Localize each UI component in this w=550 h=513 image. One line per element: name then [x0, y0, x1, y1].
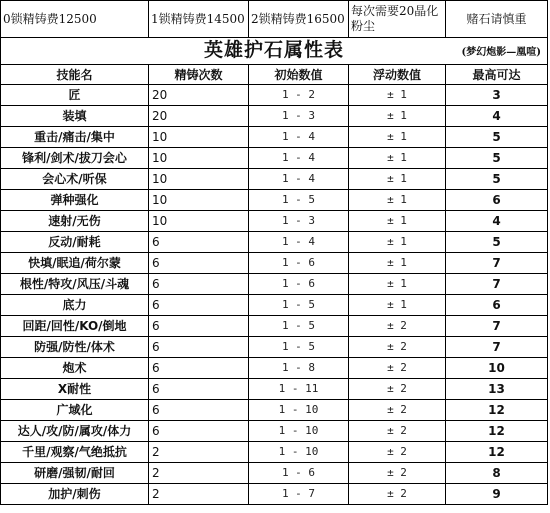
refine-times-cell: 6	[149, 379, 249, 400]
table-row	[1, 127, 548, 148]
skill-name-cell: 重击/痛击/集中	[1, 127, 149, 148]
skill-name-cell: 弹种强化	[1, 190, 149, 211]
skill-name-cell: 千里/观察/气绝抵抗	[1, 442, 149, 463]
max-value-cell: 4	[446, 211, 548, 232]
skill-name-cell: 防强/防性/体术	[1, 337, 149, 358]
initial-value-cell: 1 - 11	[249, 379, 349, 400]
refine-times-cell: 20	[149, 85, 249, 106]
refine-times-cell: 2	[149, 463, 249, 484]
table-row	[1, 295, 548, 316]
skill-name-cell: 反动/耐耗	[1, 232, 149, 253]
initial-value-cell: 1 - 10	[249, 442, 349, 463]
refine-times-cell: 6	[149, 295, 249, 316]
float-value-cell: ± 1	[349, 127, 446, 148]
cost-lock1-cell: 1锁精铸费14500	[149, 1, 249, 38]
table-row	[1, 106, 548, 127]
page-subtitle: (梦幻炮影—凰喧)	[461, 47, 541, 58]
refine-times-cell: 6	[149, 274, 249, 295]
skill-name-cell: 匠	[1, 85, 149, 106]
max-value-cell: 12	[446, 400, 548, 421]
table-row	[1, 400, 548, 421]
refine-times-cell: 10	[149, 211, 249, 232]
float-value-cell: ± 1	[349, 169, 446, 190]
table-row	[1, 85, 548, 106]
max-value-cell: 7	[446, 337, 548, 358]
column-header-float: 浮动数值	[349, 65, 446, 85]
title-cell	[1, 38, 548, 65]
table-row	[1, 463, 548, 484]
float-value-cell: ± 2	[349, 442, 446, 463]
table-row	[1, 253, 548, 274]
initial-value-cell: 1 - 4	[249, 127, 349, 148]
table-row	[1, 232, 548, 253]
max-value-cell: 5	[446, 232, 548, 253]
refine-times-cell: 6	[149, 316, 249, 337]
refine-times-cell: 6	[149, 421, 249, 442]
skill-name-cell: 快填/眠追/荷尔蒙	[1, 253, 149, 274]
refine-times-cell: 6	[149, 400, 249, 421]
max-value-cell: 10	[446, 358, 548, 379]
table-row	[1, 442, 548, 463]
skill-name-cell: 回距/回性/KO/倒地	[1, 316, 149, 337]
warning-cell: 赌石请慎重	[446, 1, 548, 38]
refine-times-cell: 6	[149, 253, 249, 274]
table-row	[1, 316, 548, 337]
float-value-cell: ± 2	[349, 337, 446, 358]
initial-value-cell: 1 - 10	[249, 421, 349, 442]
initial-value-cell: 1 - 2	[249, 85, 349, 106]
refine-times-cell: 10	[149, 190, 249, 211]
skill-name-cell: 锋利/剑术/拔刀会心	[1, 148, 149, 169]
max-value-cell: 3	[446, 85, 548, 106]
float-value-cell: ± 1	[349, 190, 446, 211]
table-row	[1, 211, 548, 232]
column-header-row	[1, 65, 548, 85]
float-value-cell: ± 1	[349, 106, 446, 127]
float-value-cell: ± 2	[349, 358, 446, 379]
max-value-cell: 9	[446, 484, 548, 505]
column-header-times: 精铸次数	[149, 65, 249, 85]
float-value-cell: ± 1	[349, 274, 446, 295]
initial-value-cell: 1 - 5	[249, 190, 349, 211]
column-header-max: 最高可达	[446, 65, 548, 85]
max-value-cell: 5	[446, 127, 548, 148]
table-row	[1, 421, 548, 442]
refine-times-cell: 6	[149, 337, 249, 358]
skill-name-cell: 装填	[1, 106, 149, 127]
initial-value-cell: 1 - 6	[249, 463, 349, 484]
table-row	[1, 484, 548, 505]
refine-times-cell: 20	[149, 106, 249, 127]
float-value-cell: ± 2	[349, 400, 446, 421]
cost-header-row	[1, 1, 548, 38]
initial-value-cell: 1 - 4	[249, 148, 349, 169]
float-value-cell: ± 1	[349, 253, 446, 274]
float-value-cell: ± 1	[349, 85, 446, 106]
float-value-cell: ± 1	[349, 211, 446, 232]
cost-lock2-cell: 2锁精铸费16500	[249, 1, 349, 38]
max-value-cell: 4	[446, 106, 548, 127]
title-row	[1, 38, 548, 65]
skill-name-cell: X耐性	[1, 379, 149, 400]
max-value-cell: 7	[446, 316, 548, 337]
float-value-cell: ± 2	[349, 379, 446, 400]
initial-value-cell: 1 - 6	[249, 253, 349, 274]
initial-value-cell: 1 - 4	[249, 232, 349, 253]
refine-times-cell: 6	[149, 232, 249, 253]
float-value-cell: ± 1	[349, 232, 446, 253]
max-value-cell: 5	[446, 148, 548, 169]
skill-name-cell: 速射/无伤	[1, 211, 149, 232]
max-value-cell: 12	[446, 442, 548, 463]
max-value-cell: 5	[446, 169, 548, 190]
refine-times-cell: 2	[149, 484, 249, 505]
float-value-cell: ± 2	[349, 421, 446, 442]
float-value-cell: ± 1	[349, 148, 446, 169]
refine-times-cell: 6	[149, 358, 249, 379]
float-value-cell: ± 2	[349, 316, 446, 337]
skill-name-cell: 广域化	[1, 400, 149, 421]
column-header-initial: 初始数值	[249, 65, 349, 85]
initial-value-cell: 1 - 6	[249, 274, 349, 295]
max-value-cell: 12	[446, 421, 548, 442]
skill-name-cell: 加护/刺伤	[1, 484, 149, 505]
refine-times-cell: 10	[149, 127, 249, 148]
cost-lock0-cell: 0锁精铸费12500	[1, 1, 149, 38]
initial-value-cell: 1 - 10	[249, 400, 349, 421]
table-body	[1, 1, 548, 505]
table-row	[1, 337, 548, 358]
initial-value-cell: 1 - 7	[249, 484, 349, 505]
skill-name-cell: 会心术/听保	[1, 169, 149, 190]
table-row	[1, 274, 548, 295]
skill-name-cell: 底力	[1, 295, 149, 316]
max-value-cell: 7	[446, 253, 548, 274]
max-value-cell: 6	[446, 190, 548, 211]
table-row	[1, 148, 548, 169]
initial-value-cell: 1 - 3	[249, 106, 349, 127]
float-value-cell: ± 2	[349, 484, 446, 505]
float-value-cell: ± 1	[349, 295, 446, 316]
skill-name-cell: 达人/攻/防/属攻/体力	[1, 421, 149, 442]
skill-name-cell: 根性/特攻/风压/斗魂	[1, 274, 149, 295]
table-row	[1, 379, 548, 400]
dust-requirement-cell: 每次需要20晶化粉尘	[349, 1, 446, 38]
initial-value-cell: 1 - 3	[249, 211, 349, 232]
max-value-cell: 6	[446, 295, 548, 316]
refine-times-cell: 10	[149, 169, 249, 190]
table-row	[1, 358, 548, 379]
column-header-skill: 技能名	[1, 65, 149, 85]
max-value-cell: 8	[446, 463, 548, 484]
table-row	[1, 190, 548, 211]
initial-value-cell: 1 - 4	[249, 169, 349, 190]
initial-value-cell: 1 - 8	[249, 358, 349, 379]
initial-value-cell: 1 - 5	[249, 295, 349, 316]
float-value-cell: ± 2	[349, 463, 446, 484]
table-row	[1, 169, 548, 190]
refine-times-cell: 10	[149, 148, 249, 169]
initial-value-cell: 1 - 5	[249, 337, 349, 358]
initial-value-cell: 1 - 5	[249, 316, 349, 337]
page-title: 英雄护石属性表	[203, 39, 344, 61]
skill-name-cell: 炮术	[1, 358, 149, 379]
skill-name-cell: 研磨/强韧/耐回	[1, 463, 149, 484]
refine-times-cell: 2	[149, 442, 249, 463]
max-value-cell: 7	[446, 274, 548, 295]
max-value-cell: 13	[446, 379, 548, 400]
